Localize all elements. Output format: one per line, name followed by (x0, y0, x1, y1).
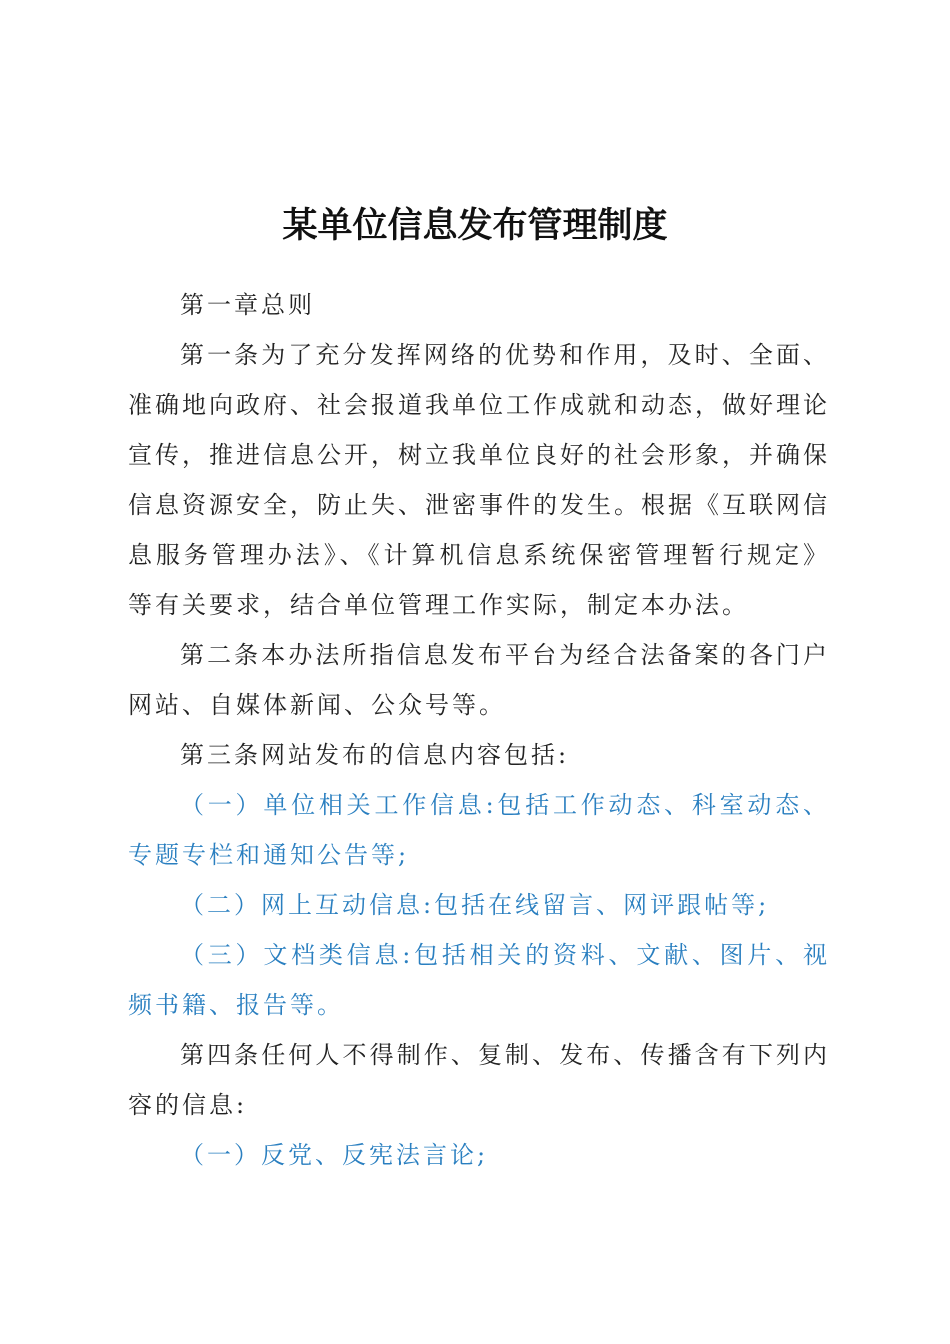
document-title: 某单位信息发布管理制度 (282, 205, 668, 246)
article-2-paragraph: 第二条本办法所指信息发布平台为经合法备案的各门户网站、自媒体新闻、公众号等。 (128, 641, 830, 719)
article-3-paragraph: 第三条网站发布的信息内容包括: (180, 741, 570, 769)
chapter-heading: 第一章总则 (180, 291, 315, 319)
article-3-item-1: （一）单位相关工作信息:包括工作动态、科室动态、专题专栏和通知公告等; (128, 791, 830, 869)
article-4-paragraph: 第四条任何人不得制作、复制、发布、传播含有下列内容的信息: (128, 1041, 830, 1119)
article-3-item-2: （二）网上互动信息:包括在线留言、网评跟帖等; (180, 891, 770, 919)
article-1-paragraph: 第一条为了充分发挥网络的优势和作用，及时、全面、准确地向政府、社会报道我单位工作成就和动态，做好理论宣传，推进信息公开，树立我单位良好的社会形象，并确保信息资源安全，防止失、泄密事件的发生。根据《互联网信息服务管理办法》、《计算机信息系统保密管理暂行规定》等有关要求，结合单位管理工作实际，制定本办法。 (128, 341, 830, 619)
document-body (128, 280, 830, 1180)
article-3-item-3: （三）文档类信息:包括相关的资料、文献、图片、视频书籍、报告等。 (128, 941, 830, 1019)
article-4-item-1: （一）反党、反宪法言论; (180, 1141, 489, 1169)
